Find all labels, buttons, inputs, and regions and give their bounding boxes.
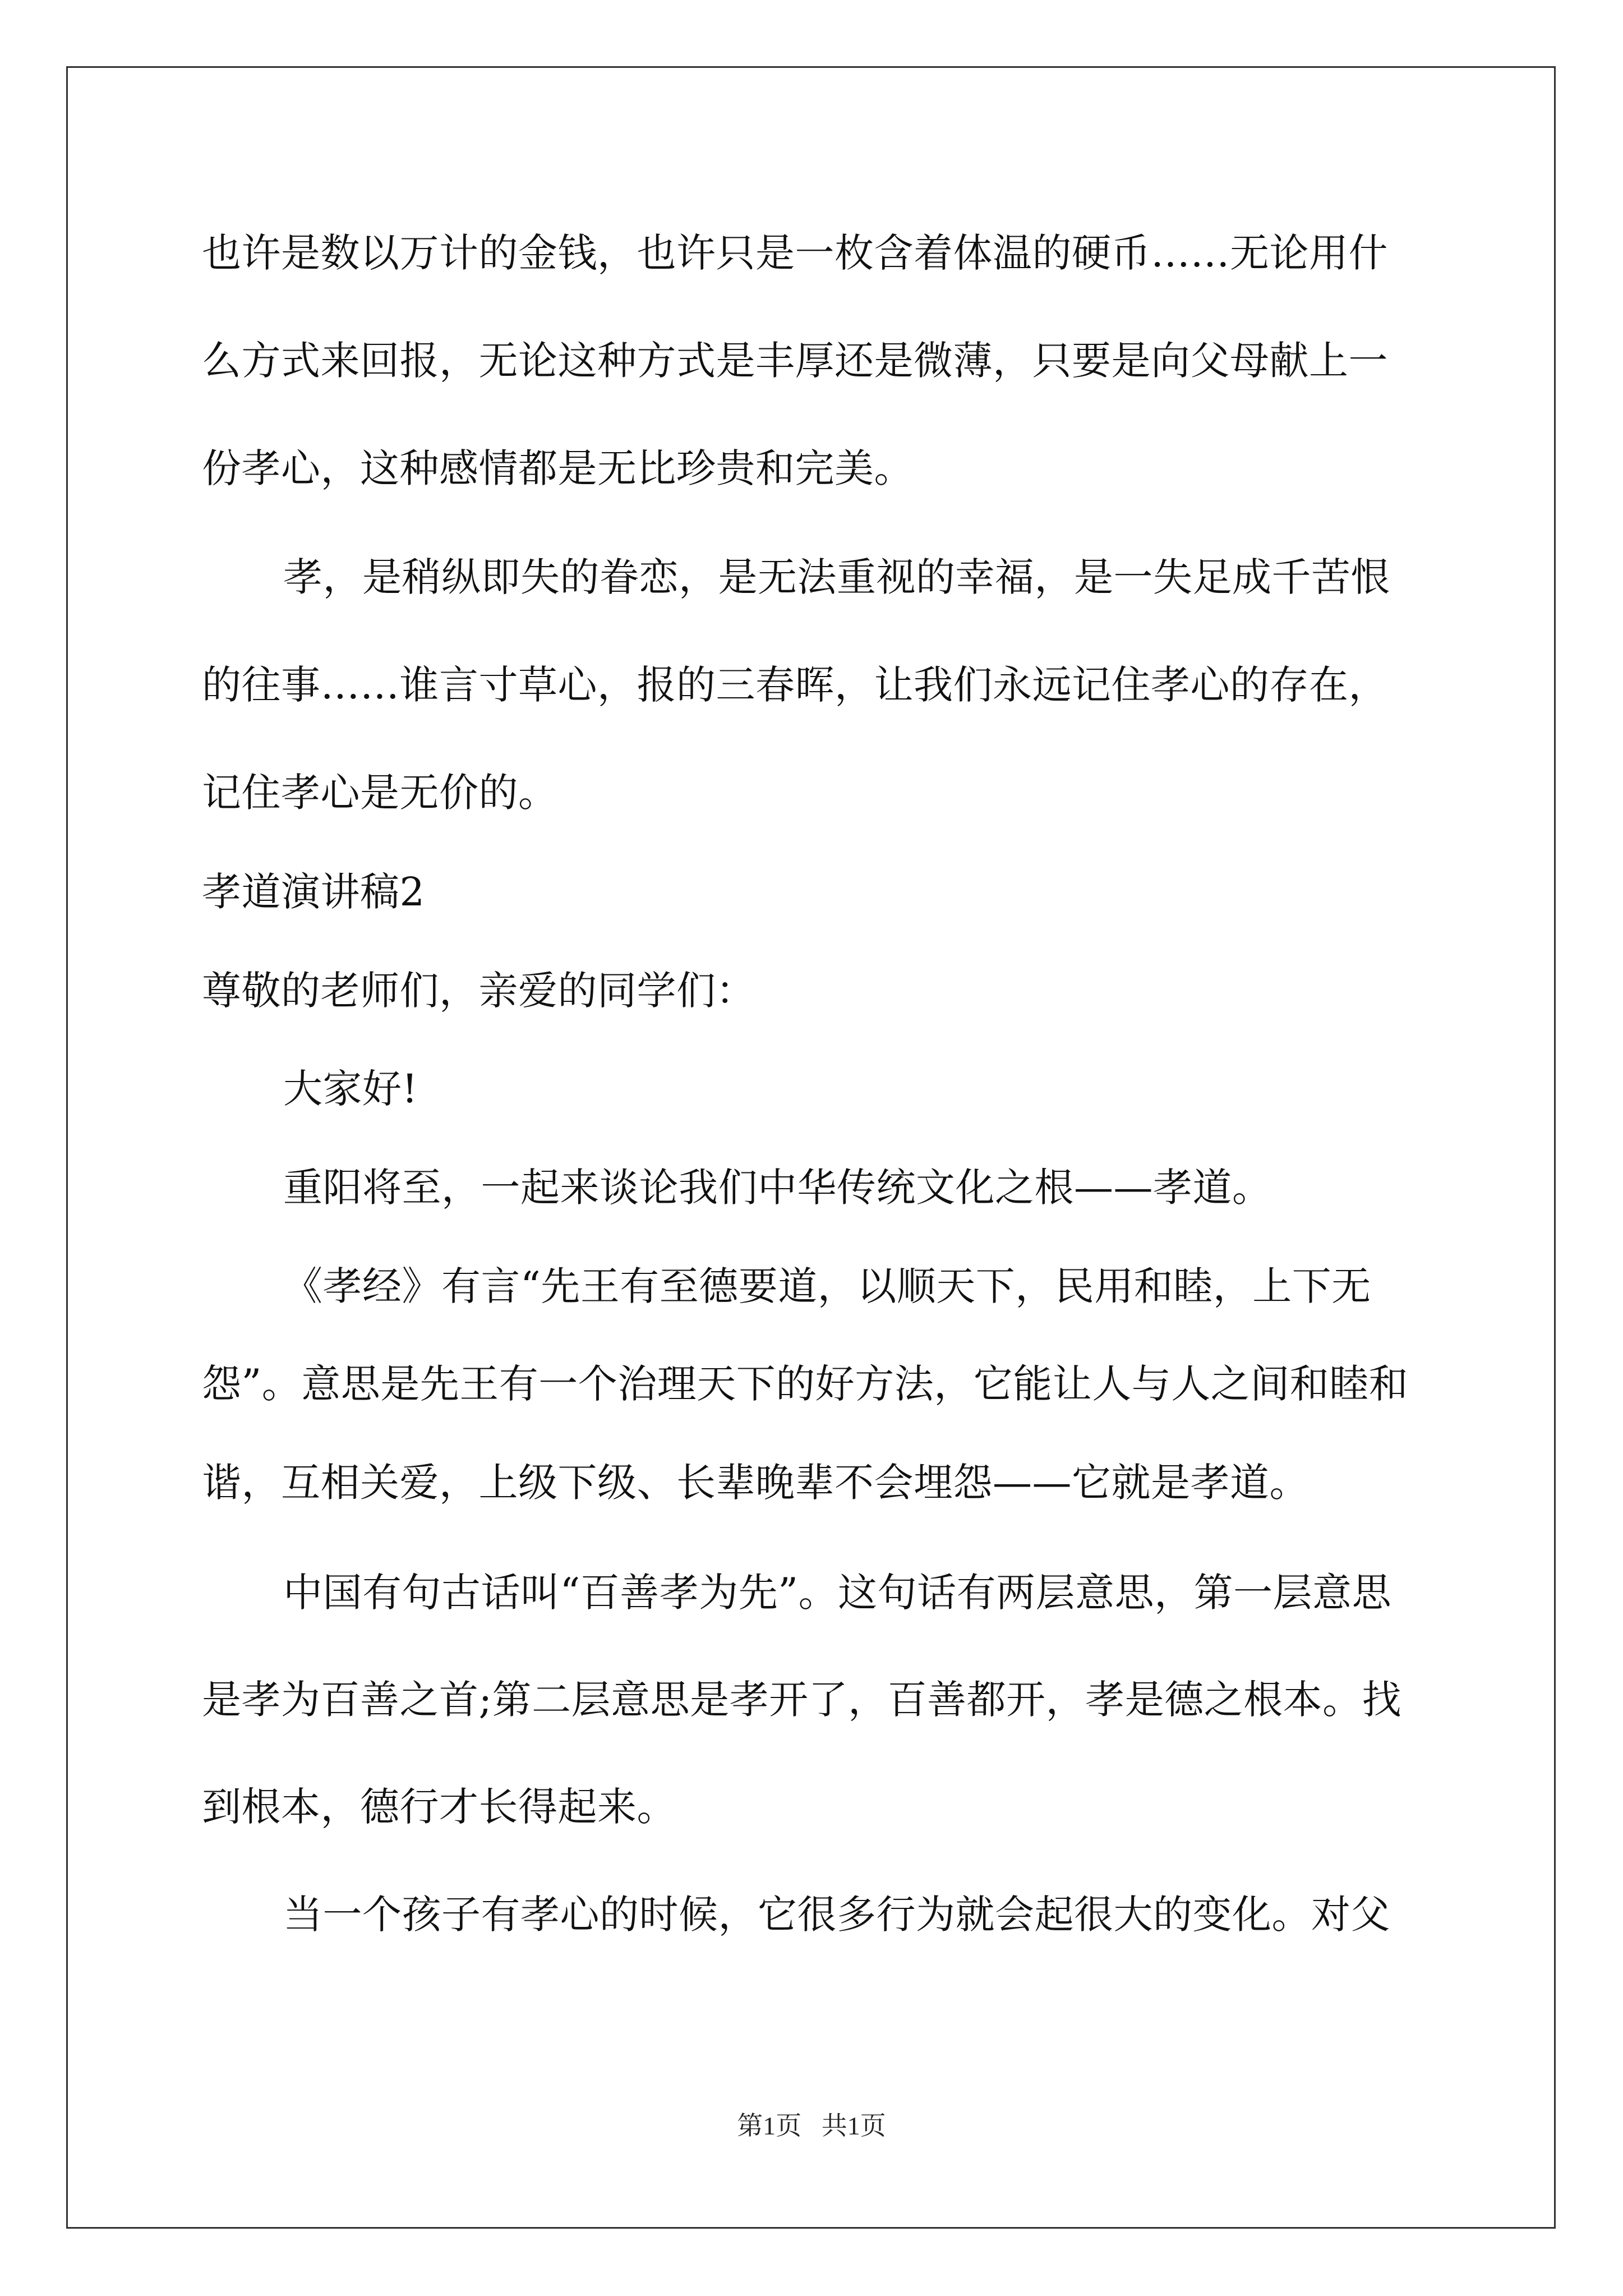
- paragraph-line: 记住孝心是无价的。: [202, 770, 558, 816]
- paragraph-line: 也许是数以万计的金钱，也许只是一枚含着体温的硬币……无论用什: [202, 230, 1388, 276]
- paragraph-line: 《孝经》有言“先王有至德要道，以顺天下，民用和睦，上下无: [283, 1263, 1371, 1309]
- paragraph-line: 到根本，德行才长得起来。: [202, 1784, 676, 1830]
- paragraph-line: 当一个孩子有孝心的时候，它很多行为就会起很大的变化。对父: [283, 1892, 1390, 1938]
- paragraph-line: 怨”。意思是先王有一个治理天下的好方法，它能让人与人之间和睦和: [202, 1361, 1409, 1407]
- paragraph-line: 中国有句古话叫“百善孝为先”。这句话有两层意思，第一层意思: [283, 1570, 1392, 1616]
- paragraph-line: 是孝为百善之首;第二层意思是孝开了，百善都开，孝是德之根本。找: [202, 1677, 1402, 1723]
- paragraph-line: 重阳将至，一起来谈论我们中华传统文化之根——孝道。: [283, 1165, 1272, 1211]
- greeting: 大家好!: [283, 1066, 418, 1112]
- salutation: 尊敬的老师们，亲爱的同学们：: [202, 968, 755, 1014]
- section-title: 孝道演讲稿2: [202, 869, 425, 915]
- paragraph-line: 的往事……谁言寸草心，报的三春晖，让我们永远记住孝心的存在，: [202, 662, 1388, 708]
- page-number: 第1页: [737, 2111, 802, 2140]
- paragraph-line: 么方式来回报，无论这种方式是丰厚还是微薄，只要是向父母献上一: [202, 338, 1388, 384]
- page-footer: [0, 2109, 1623, 2143]
- page-total: 共1页: [821, 2111, 886, 2140]
- paragraph-line: 份孝心，这种感情都是无比珍贵和完美。: [202, 445, 914, 491]
- paragraph-line: 谐，互相关爱，上级下级、长辈晚辈不会埋怨——它就是孝道。: [202, 1460, 1309, 1506]
- paragraph-line: 孝，是稍纵即失的眷恋，是无法重视的幸福，是一失足成千苦恨: [283, 554, 1390, 600]
